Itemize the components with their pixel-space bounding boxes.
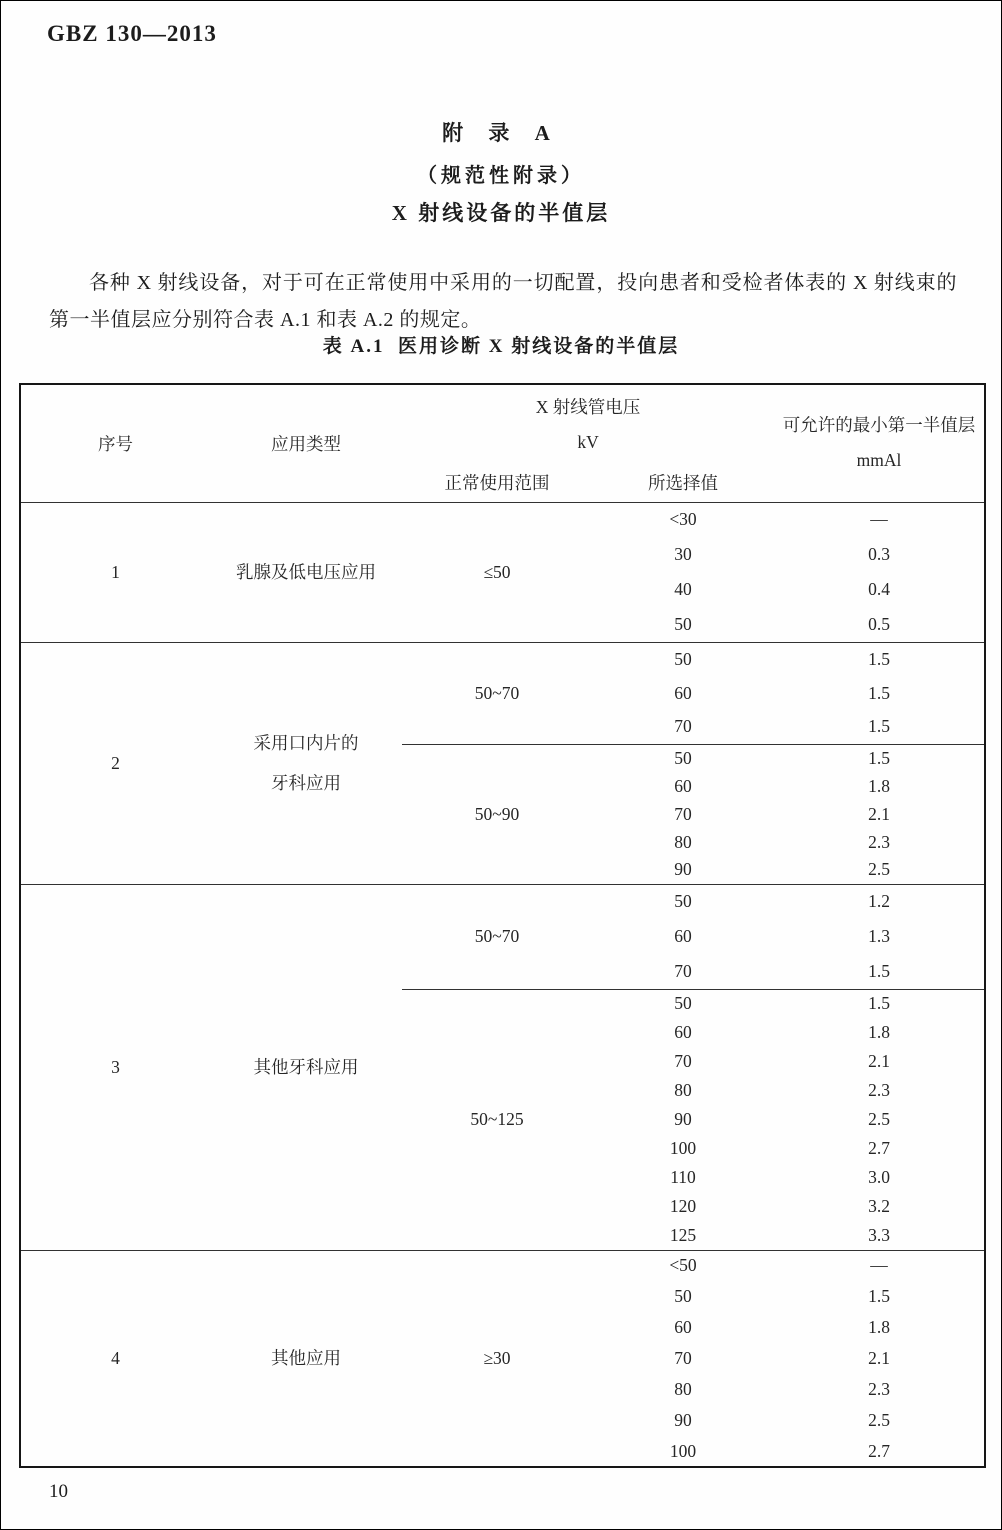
cell-hvl: 1.5 bbox=[868, 1286, 890, 1306]
cell-kv-selected: 70 bbox=[674, 803, 692, 824]
cell-hvl: 2.5 bbox=[868, 859, 890, 880]
app-type-line: 牙科应用 bbox=[271, 773, 341, 793]
cell-app-type bbox=[210, 502, 402, 642]
table-header-row-1 bbox=[20, 384, 985, 464]
cell-kv-selected: 90 bbox=[674, 859, 692, 880]
cell-hvl: 1.5 bbox=[774, 642, 985, 676]
cell-kv-selected: <50 bbox=[592, 1250, 774, 1281]
cell-hvl: 1.5 bbox=[774, 989, 985, 1018]
cell-kv-selected: 60 bbox=[674, 682, 692, 703]
cell-kv-range: 50~70 bbox=[402, 642, 592, 744]
cell-hvl: 1.8 bbox=[868, 775, 890, 796]
cell-kv-selected: 80 bbox=[674, 1379, 692, 1399]
cell-kv-selected: 60 bbox=[674, 1317, 692, 1337]
app-type-line: 采用口内片的 bbox=[253, 733, 359, 753]
header-min-hvl-label: 可允许的最小第一半值层 bbox=[782, 415, 976, 436]
cell-hvl: 3.3 bbox=[868, 1224, 890, 1245]
cell-kv-range: ≤50 bbox=[402, 502, 592, 642]
cell-hvl: 2.3 bbox=[868, 1080, 890, 1100]
standard-number: GBZ 130—2013 bbox=[47, 21, 217, 46]
cell-hvl: 2.5 bbox=[868, 1410, 890, 1430]
cell-kv-selected: 110 bbox=[670, 1167, 696, 1187]
cell-hvl: — bbox=[774, 1250, 985, 1281]
cell-seq: 4 bbox=[20, 1250, 210, 1467]
cell-hvl: 2.1 bbox=[868, 803, 890, 824]
page-number: 10 bbox=[49, 1481, 68, 1502]
cell-hvl: 1.2 bbox=[774, 884, 985, 919]
header-selected-value: 所选择值 bbox=[592, 464, 774, 502]
cell-hvl: 1.5 bbox=[868, 960, 890, 981]
cell-kv-selected: 100 bbox=[669, 1138, 697, 1158]
cell-hvl: 2.7 bbox=[868, 1440, 890, 1461]
cell-hvl: 2.3 bbox=[868, 831, 890, 852]
cell-hvl: 0.4 bbox=[868, 579, 890, 599]
cell-kv-selected: 50 bbox=[592, 884, 774, 919]
cell-kv-selected: 90 bbox=[674, 1410, 692, 1430]
header-app-type: 应用类型 bbox=[271, 433, 341, 454]
intro-paragraph: 各种 X 射线设备，对于可在正常使用中采用的一切配置，投向患者和受检者体表的 X 射线束的第一半值层应分别符合表 A.1 和表 A.2 的规定。 bbox=[49, 272, 957, 331]
cell-kv-selected: 120 bbox=[669, 1196, 697, 1216]
cell-kv-selected: 50 bbox=[592, 744, 774, 772]
cell-kv-selected: 80 bbox=[674, 1080, 692, 1100]
cell-kv-selected: 50 bbox=[592, 989, 774, 1018]
header-tube-voltage bbox=[402, 384, 774, 464]
cell-kv-selected: 60 bbox=[674, 1022, 692, 1042]
cell-hvl: 0.3 bbox=[868, 544, 890, 564]
header-tube-voltage-unit: kV bbox=[577, 431, 599, 452]
cell-kv-selected: 60 bbox=[674, 926, 692, 946]
header-normal-range: 正常使用范围 bbox=[402, 464, 592, 502]
cell-kv-selected: 50 bbox=[674, 613, 692, 634]
cell-hvl: 0.5 bbox=[868, 613, 890, 634]
cell-kv-selected: 50 bbox=[592, 642, 774, 676]
cell-app-type bbox=[210, 642, 402, 884]
cell-kv-selected: 80 bbox=[674, 831, 692, 852]
cell-hvl: 2.7 bbox=[868, 1138, 890, 1158]
cell-hvl: 1.5 bbox=[774, 744, 985, 772]
cell-kv-selected: 40 bbox=[674, 579, 692, 599]
appendix-subtitle: （规范性附录） bbox=[417, 165, 585, 187]
cell-kv-selected: 90 bbox=[674, 1109, 692, 1129]
table-row bbox=[20, 502, 985, 537]
app-type-line: 其他牙科应用 bbox=[253, 1057, 359, 1077]
cell-kv-range: ≥30 bbox=[402, 1250, 592, 1467]
cell-hvl: 2.3 bbox=[868, 1379, 890, 1399]
cell-kv-selected: <30 bbox=[592, 502, 774, 537]
header-min-hvl bbox=[774, 384, 985, 502]
header-min-hvl-unit: mmAl bbox=[856, 450, 902, 471]
cell-kv-selected: 60 bbox=[674, 775, 692, 796]
cell-hvl: 2.5 bbox=[868, 1109, 890, 1129]
cell-kv-selected: 70 bbox=[674, 960, 692, 981]
app-type-line: 其他应用 bbox=[271, 1348, 341, 1369]
cell-hvl: — bbox=[774, 502, 985, 537]
cell-seq: 2 bbox=[20, 642, 210, 884]
cell-hvl: 1.8 bbox=[868, 1022, 890, 1042]
cell-kv-range: 50~70 bbox=[402, 884, 592, 989]
cell-hvl: 1.8 bbox=[868, 1317, 890, 1337]
cell-app-type bbox=[210, 884, 402, 1250]
cell-app-type bbox=[210, 1250, 402, 1467]
cell-kv-range: 50~125 bbox=[402, 989, 592, 1250]
cell-hvl: 2.1 bbox=[868, 1051, 890, 1071]
table-row bbox=[20, 1250, 985, 1281]
header-tube-voltage-label: X 射线管电压 bbox=[535, 396, 641, 417]
cell-kv-selected: 70 bbox=[674, 1051, 692, 1071]
header-seq: 序号 bbox=[98, 433, 133, 454]
app-type-line: 乳腺及低电压应用 bbox=[236, 562, 376, 582]
cell-hvl: 1.3 bbox=[868, 926, 890, 946]
table-row bbox=[20, 884, 985, 919]
table-row bbox=[20, 642, 985, 676]
cell-kv-selected: 70 bbox=[674, 716, 692, 737]
cell-kv-selected: 100 bbox=[669, 1440, 697, 1461]
cell-hvl: 2.1 bbox=[868, 1348, 890, 1368]
appendix-section-title: X 射线设备的半值层 bbox=[391, 201, 611, 225]
cell-hvl: 1.5 bbox=[868, 682, 890, 703]
cell-seq: 3 bbox=[20, 884, 210, 1250]
cell-hvl: 1.5 bbox=[868, 716, 890, 737]
half-value-layer-table bbox=[19, 383, 986, 1468]
cell-kv-selected: 125 bbox=[669, 1224, 697, 1245]
cell-seq: 1 bbox=[20, 502, 210, 642]
cell-hvl: 3.2 bbox=[868, 1196, 890, 1216]
appendix-title: 附 录 A bbox=[442, 121, 560, 145]
table-caption: 表 A.1 医用诊断 X 射线设备的半值层 bbox=[322, 336, 680, 357]
cell-kv-selected: 70 bbox=[674, 1348, 692, 1368]
cell-kv-selected: 50 bbox=[674, 1286, 692, 1306]
cell-kv-selected: 30 bbox=[674, 544, 692, 564]
cell-hvl: 3.0 bbox=[868, 1167, 890, 1187]
cell-kv-range: 50~90 bbox=[402, 744, 592, 884]
